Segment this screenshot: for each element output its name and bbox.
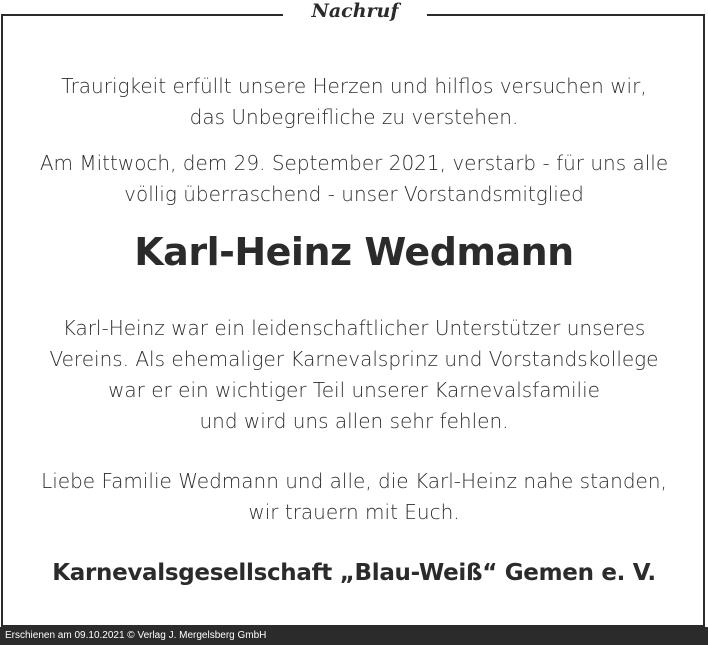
tribute-paragraph (0, 313, 708, 437)
intro-line-2: das Unbegreifliche zu verstehen. (189, 105, 519, 129)
publication-footer: Erschienen am 09.10.2021 © Verlag J. Mergelsberg GmbH (0, 627, 708, 645)
intro-line-1: Traurigkeit erfüllt unsere Herzen und hilflos versuchen wir, (61, 74, 647, 98)
obituary-heading: Nachruf (283, 0, 427, 28)
announcement-paragraph (0, 148, 708, 210)
condolence-paragraph (0, 466, 708, 528)
announcement-line-2: völlig überraschend - unser Vorstandsmitglied (124, 182, 584, 206)
intro-paragraph (0, 71, 708, 133)
organization-signature: Karnevalsgesellschaft „Blau-Weiß“ Gemen e. V. (52, 560, 656, 586)
condolence-line-2: wir trauern mit Euch. (248, 500, 460, 524)
condolence-line-1: Liebe Familie Wedmann und alle, die Karl-Heinz nahe standen, (41, 469, 667, 493)
tribute-line-4: und wird uns allen sehr fehlen. (199, 409, 509, 433)
tribute-line-3: war er ein wichtiger Teil unserer Karnevalsfamilie (108, 378, 600, 402)
tribute-line-2: Vereins. Als ehemaliger Karnevalsprinz und Vorstandskollege (49, 347, 659, 371)
announcement-line-1: Am Mittwoch, dem 29. September 2021, verstarb - für uns alle (39, 151, 669, 175)
deceased-name: Karl-Heinz Wedmann (134, 230, 574, 274)
tribute-line-1: Karl-Heinz war ein leidenschaftlicher Unterstützer unseres (62, 316, 646, 340)
